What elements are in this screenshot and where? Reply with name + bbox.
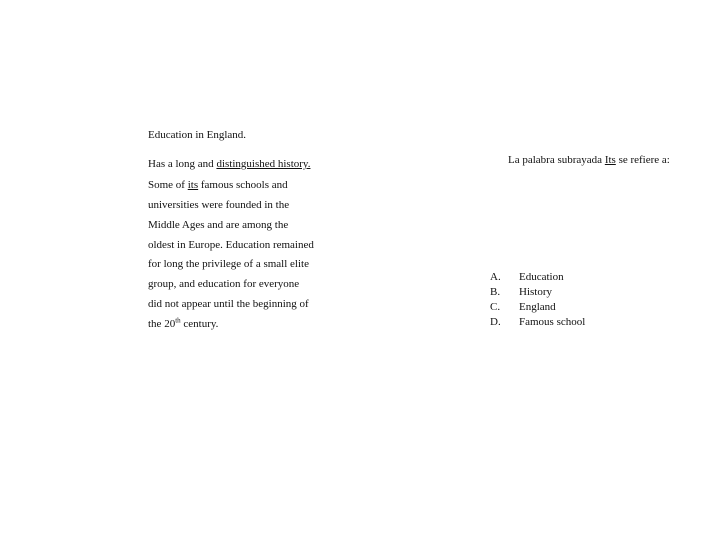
option-letter: C. xyxy=(490,301,501,313)
option-text: Education xyxy=(519,271,564,283)
answer-options xyxy=(490,271,640,335)
option-c[interactable] xyxy=(490,301,630,316)
passage-line: did not appear until the beginning of xyxy=(148,298,309,310)
option-a[interactable] xyxy=(490,271,630,286)
passage-line: Middle Ages and are among the xyxy=(148,219,289,231)
passage-line: universities were founded in the xyxy=(148,199,290,211)
option-letter: A. xyxy=(490,271,501,283)
passage-line: for long the privilege of a small elite xyxy=(148,258,309,270)
underlined-word: its xyxy=(187,179,199,191)
underlined-phrase: distinguished history. xyxy=(216,158,311,170)
passage-line: Some of its famous schools and xyxy=(148,179,288,191)
passage-line: the 20th century. xyxy=(148,316,219,330)
passage-line: Has a long and distinguished history. xyxy=(148,158,311,170)
passage-line: group, and education for everyone xyxy=(148,278,300,290)
option-letter: D. xyxy=(490,316,501,328)
question-prompt: La palabra subrayada Its se refiere a: xyxy=(508,154,670,166)
option-text: History xyxy=(519,286,552,298)
option-letter: B. xyxy=(490,286,501,298)
option-text: England xyxy=(519,301,556,313)
option-text: Famous school xyxy=(519,316,586,328)
passage-line: oldest in Europe. Education remained xyxy=(148,239,314,251)
document-title: Education in England. xyxy=(148,129,247,141)
underlined-word: Its xyxy=(604,154,616,166)
option-b[interactable] xyxy=(490,286,630,301)
option-d[interactable] xyxy=(490,316,630,331)
